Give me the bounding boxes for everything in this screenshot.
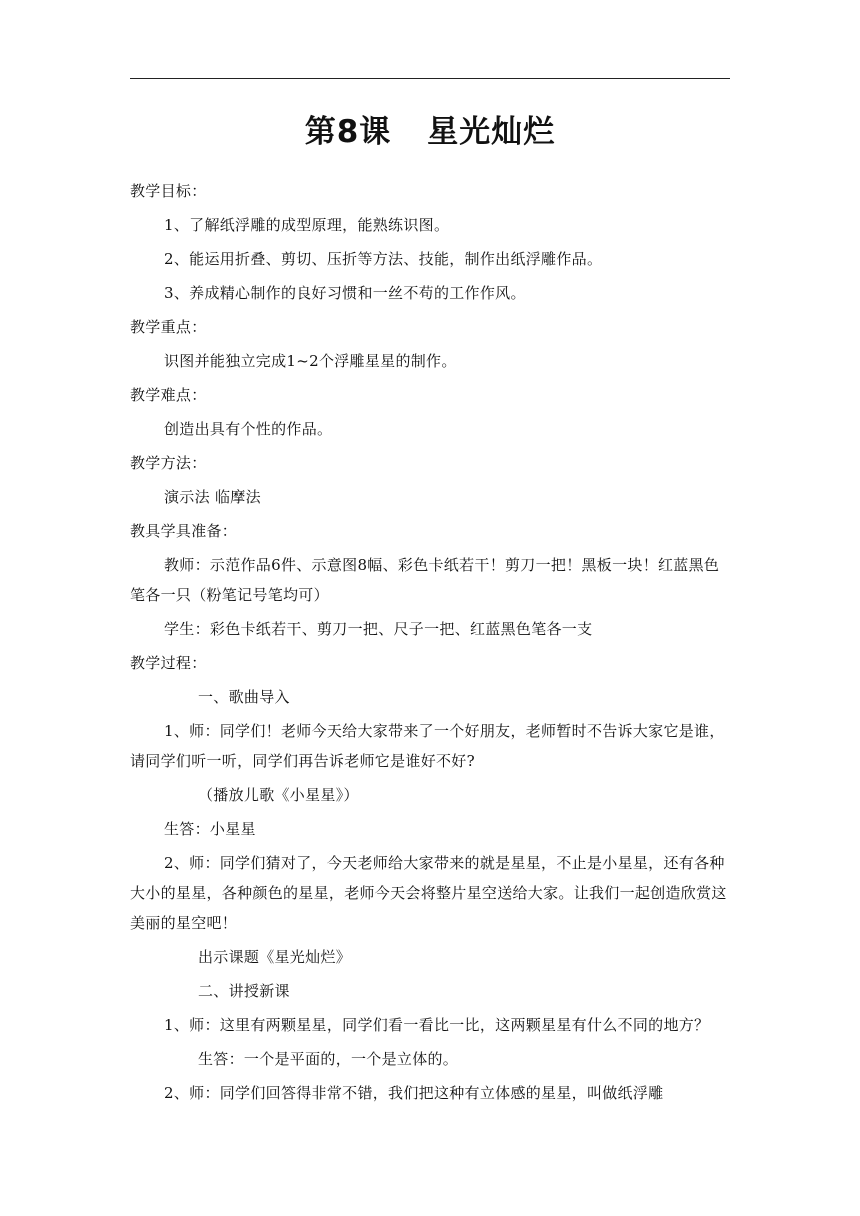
section-heading-materials: 教具学具准备：	[130, 522, 238, 540]
objective-item: 3、养成精心制作的良好习惯和一丝不苟的工作作风。	[164, 284, 526, 302]
difficulty-text: 创造出具有个性的作品。	[164, 420, 333, 438]
objective-item: 1、了解纸浮雕的成型原理，能熟练识图。	[164, 216, 450, 234]
section-heading-process: 教学过程：	[130, 654, 207, 672]
student-answer: 生答：一个是平面的，一个是立体的。	[198, 1050, 459, 1068]
process-step-heading: 二、讲授新课	[198, 982, 290, 1000]
lesson-name: 星光灿烂	[427, 114, 556, 150]
teacher-materials: 教师：示范作品6件、示意图8幅、彩色卡纸若干！剪刀一把！黑板一块！红蓝黑色笔各一只（粉笔记号笔均可）	[130, 556, 720, 604]
lesson-number: 第8课	[304, 114, 392, 150]
objective-item: 2、能运用折叠、剪切、压折等方法、技能，制作出纸浮雕作品。	[164, 250, 603, 268]
process-note: 出示课题《星光灿烂》	[198, 948, 352, 966]
process-paragraph: 2、师：同学们猜对了，今天老师给大家带来的就是星星，不止是小星星，还有各种大小的星星，各种颜色的星星，老师今天会将整片星空送给大家。让我们一起创造欣赏这美丽的星空吧！	[130, 854, 727, 932]
section-heading-methods: 教学方法：	[130, 454, 207, 472]
student-materials: 学生：彩色卡纸若干、剪刀一把、尺子一把、红蓝黑色笔各一支	[164, 620, 593, 638]
header-rule	[130, 78, 730, 79]
document-body	[130, 176, 730, 1112]
lesson-title	[0, 106, 860, 151]
section-heading-difficulties: 教学难点：	[130, 386, 207, 404]
process-paragraph: 1、师：同学们！老师今天给大家带来了一个好朋友，老师暂时不告诉大家它是谁，请同学们听一听，同学们再告诉老师它是谁好不好?	[130, 722, 725, 770]
process-paragraph: 2、师：同学们回答得非常不错，我们把这种有立体感的星星，叫做纸浮雕	[164, 1084, 664, 1102]
section-heading-objectives: 教学目标：	[130, 182, 207, 200]
key-point-text: 识图并能独立完成1~2个浮雕星星的制作。	[164, 352, 457, 370]
process-note: （播放儿歌《小星星》）	[198, 786, 359, 804]
section-heading-key-points: 教学重点：	[130, 318, 207, 336]
methods-text: 演示法 临摩法	[164, 488, 261, 506]
process-paragraph: 1、师：这里有两颗星星，同学们看一看比一比，这两颗星星有什么不同的地方？	[164, 1016, 710, 1034]
student-answer: 生答：小星星	[164, 820, 256, 838]
process-step-heading: 一、歌曲导入	[198, 688, 290, 706]
